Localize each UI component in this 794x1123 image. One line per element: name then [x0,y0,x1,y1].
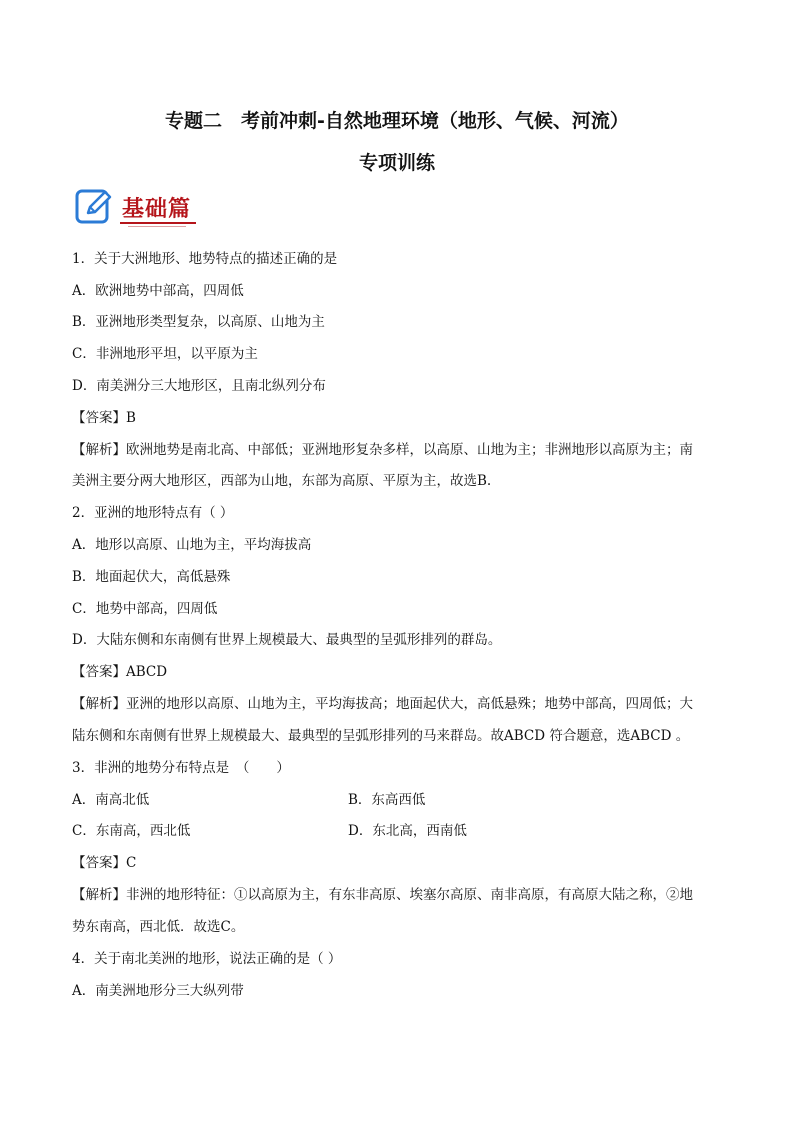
answer: 【答案】ABCD [72,664,168,680]
question-stem: 1．关于大洲地形、地势特点的描述正确的是 [72,251,338,267]
answer: 【答案】B [72,410,136,426]
option: C．东南高，西北低 [72,823,191,839]
analysis-line: 【解析】亚洲的地形以高原、山地为主，平均海拔高；地面起伏大，高低悬殊；地势中部高，四周低；大 [72,696,693,712]
question-stem: 2．亚洲的地形特点有（ ） [72,505,234,521]
option: B．东高西低 [348,792,426,808]
analysis-line: 【解析】欧洲地势是南北高、中部低；亚洲地形复杂多样，以高原、山地为主；非洲地形以高原为主；南 [72,442,693,458]
answer: 【答案】C [72,855,137,871]
option: D．东北高，西南低 [348,823,467,839]
option: A．欧洲地势中部高，四周低 [72,283,244,299]
analysis-line: 势东南高，西北低．故选C。 [72,919,245,935]
option: C．非洲地形平坦，以平原为主 [72,346,258,362]
option: A．南美洲地形分三大纵列带 [72,983,244,999]
section-underline [120,222,196,224]
edit-pencil-icon [74,186,114,226]
analysis-line: 陆东侧和东南侧有世界上规模最大、最典型的呈弧形排列的马来群岛。故ABCD 符合题意，选ABCD 。 [72,728,690,744]
option: A．南高北低 [72,792,150,808]
page-subtitle: 专项训练 [358,152,435,174]
option: D．大陆东侧和东南侧有世界上规模最大、最典型的呈弧形排列的群岛。 [72,632,502,648]
option: D．南美洲分三大地形区，且南北纵列分布 [72,378,326,394]
question-stem: 4．关于南北美洲的地形，说法正确的是（ ） [72,951,342,967]
option: C．地势中部高，四周低 [72,601,218,617]
page-title: 专题二 考前冲刺-自然地理环境（地形、气候、河流） [165,110,629,132]
option: A．地形以高原、山地为主，平均海拔高 [72,537,312,553]
option: B．地面起伏大，高低悬殊 [72,569,231,585]
section-badge [74,186,198,230]
option: B．亚洲地形类型复杂，以高原、山地为主 [72,314,325,330]
section-label: 基础篇 [122,196,192,222]
section-underline-shadow [128,226,186,227]
question-stem: 3．非洲的地势分布特点是 （ ） [72,760,290,776]
analysis-line: 美洲主要分两大地形区，西部为山地，东部为高原、平原为主，故选B. [72,473,492,489]
analysis-line: 【解析】非洲的地形特征：①以高原为主，有东非高原、埃塞尔高原、南非高原，有高原大陆之称，②地 [72,887,693,903]
